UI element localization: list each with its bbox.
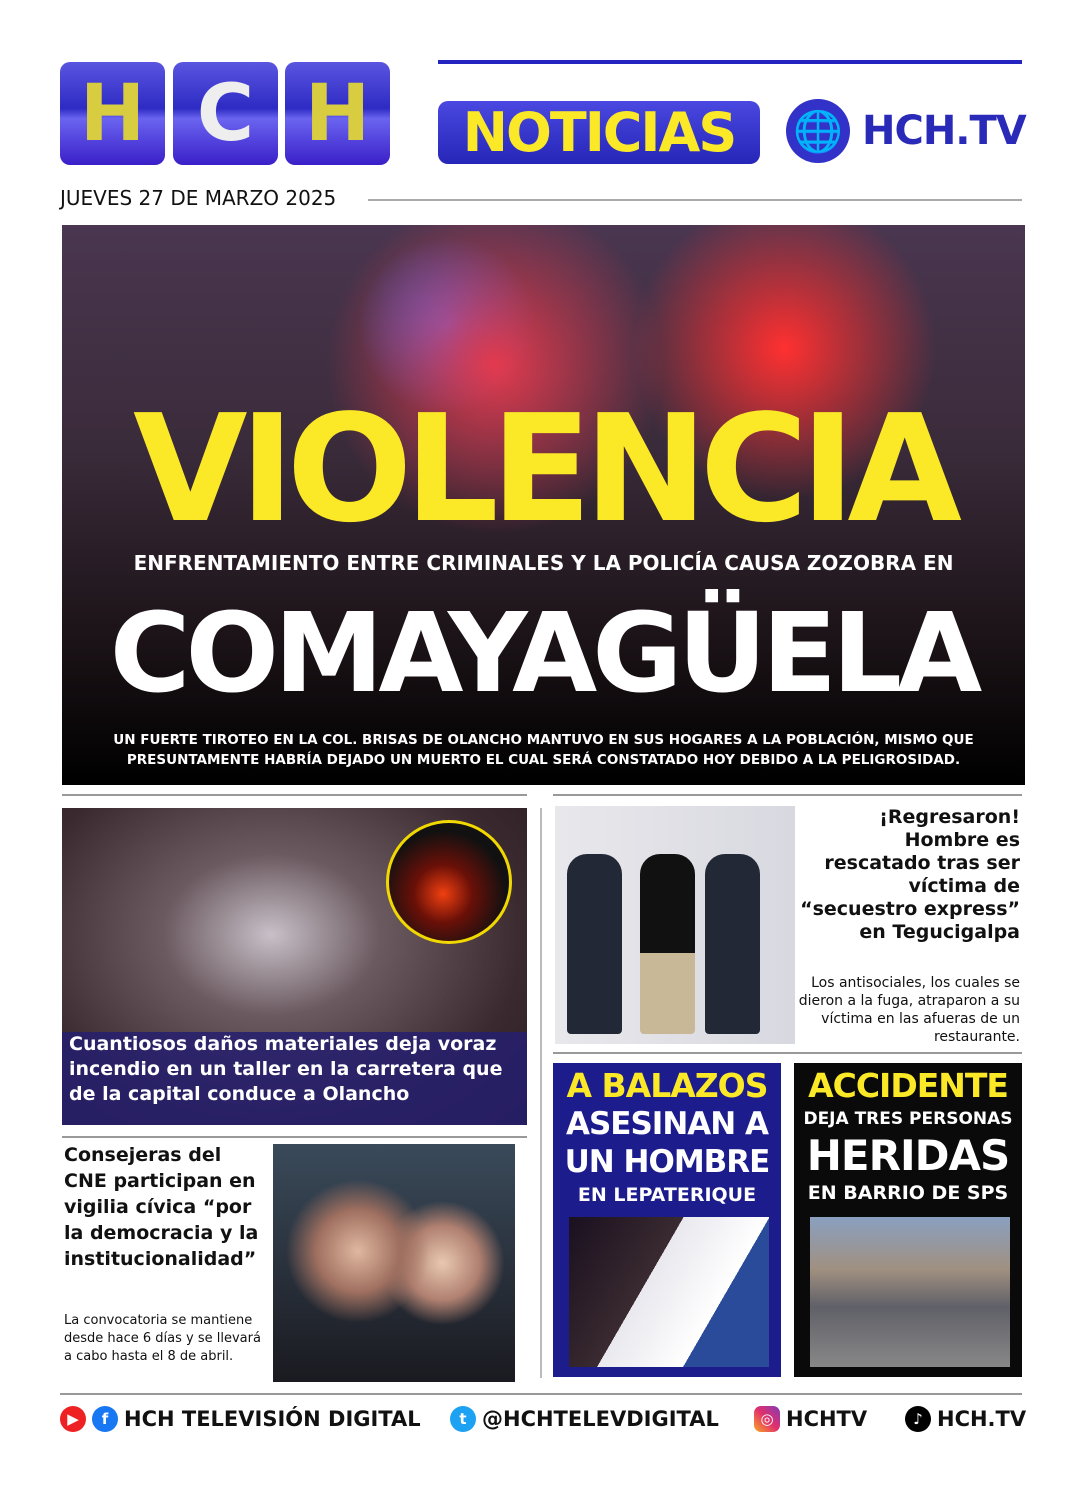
issue-date: JUEVES 27 DE MARZO 2025 [60,186,337,210]
fire-caption[interactable]: Cuantiosos daños materiales deja voraz incendio en un taller en la carretera que de la capital conduce a Olancho [62,1032,527,1125]
hero-location: COMAYAGÜELA [109,589,978,717]
footer-instagram[interactable] [754,1406,867,1432]
divider [553,1052,1022,1054]
balazos-line1: A BALAZOS [566,1066,768,1105]
accidente-photo [810,1217,1010,1367]
divider [553,794,1022,796]
site-link[interactable]: HCH.TV [862,108,1026,154]
cne-body: La convocatoria se mantiene desde hace 6 días y se llevará a cabo hasta el 8 de abril. [64,1313,261,1364]
footer-rule [60,1393,1022,1395]
hero-story [62,225,1025,785]
column-divider [540,808,542,1378]
fire-inset-photo [386,820,512,944]
hero-description: UN FUERTE TIROTEO EN LA COL. BRISAS DE OLANCHO MANTUVO EN SUS HOGARES A LA POBLACIÓN, MISMO QUE PRESUNTAMENTE HABRÍA DEJADO UN MUERTO EL CUAL SERÁ CONSTATADO HOY DEBIDO A LA PELIGROSIDAD. [113,732,974,768]
accidente-line2: DEJA TRES PERSONAS [803,1109,1013,1129]
rescue-body: Los antisociales, los cuales se dieron a la fuga, atraparon a su víctima en las afueras de un restaurante. [798,975,1020,1045]
noticias-badge: NOTICIAS [438,101,760,164]
tiktok-icon[interactable]: ♪ [905,1406,931,1432]
cne-photo [273,1144,515,1382]
balazos-story[interactable] [553,1063,781,1377]
accidente-story[interactable] [794,1063,1022,1377]
balazos-line2: ASESINAN A [565,1106,769,1142]
accidente-line1: ACCIDENTE [808,1066,1008,1105]
balazos-line3: UN HOMBRE [564,1144,770,1180]
footer-facebook[interactable] [60,1406,421,1432]
balazos-photo [569,1217,769,1367]
rescue-headline[interactable]: ¡Regresaron! Hombre es rescatado tras ser víctima de “secuestro express” en Tegucigalpa [800,806,1020,943]
accidente-line3: HERIDAS [806,1131,1010,1180]
facebook-handle: HCH TELEVISIÓN DIGITAL [124,1407,421,1431]
youtube-icon[interactable]: ▶ [60,1406,86,1432]
logo-letter-h2: H [285,62,390,165]
twitter-handle: @HCHTELEVDIGITAL [482,1407,719,1431]
divider [62,794,527,796]
balazos-line4: EN LEPATERIQUE [577,1184,757,1206]
divider [62,1136,527,1138]
instagram-icon[interactable]: ◎ [754,1406,780,1432]
tiktok-handle: HCH.TV [937,1407,1027,1431]
accidente-line4: EN BARRIO DE SPS [807,1182,1009,1204]
footer-twitter[interactable] [450,1406,719,1432]
logo-letter-c: C [173,62,278,165]
globe-icon: 🌐 [786,99,850,163]
hero-subhead: ENFRENTAMIENTO ENTRE CRIMINALES Y LA POLICÍA CAUSA ZOZOBRA EN [133,551,954,575]
logo-letter-h: H [60,62,165,165]
top-rule [438,60,1022,64]
rescue-photo [555,806,795,1044]
facebook-icon[interactable]: f [92,1406,118,1432]
date-rule [368,199,1022,201]
instagram-handle: HCHTV [786,1407,868,1431]
footer-tiktok[interactable] [905,1406,1026,1432]
cne-headline[interactable]: Consejeras del CNE participan en vigilia cívica “por la democracia y la institucionalidad” [64,1144,259,1270]
hero-headline: VIOLENCIA [133,383,954,555]
twitter-icon[interactable]: t [450,1406,476,1432]
